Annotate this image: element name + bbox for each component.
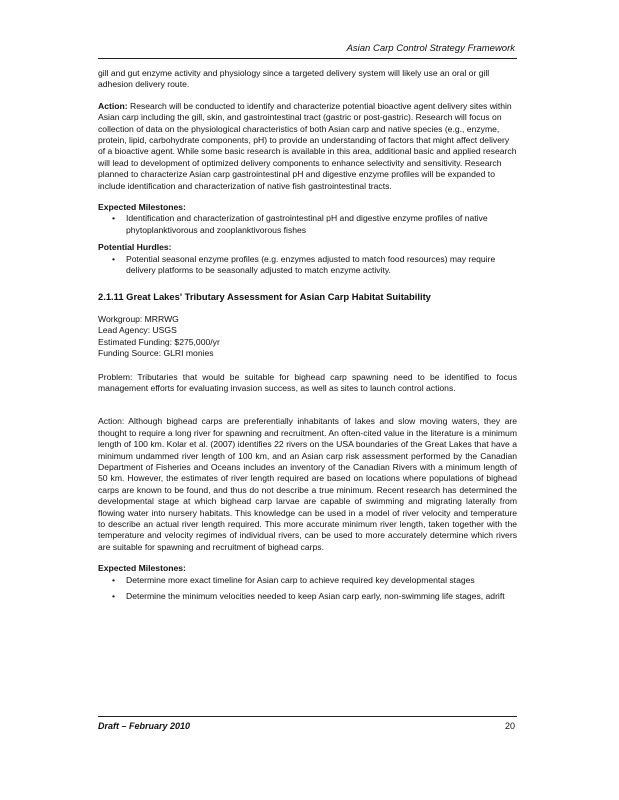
- expected-milestones-heading: Expected Milestones:: [98, 202, 186, 213]
- action-text-2: Although bighead carps are preferentially inhabitants of lakes and slow moving waters, they are thought to require a long river for spawning and recruitment. An often-cited value in the literature is a minimum length of 100 km. Kolar et al. (2007) identifies 22 rivers on the USA boundaries of the Great Lakes that have a minimum undammed river length of 100 km, and an Asian carp risk assessment performed by the Canadian Department of Fisheries and Oceans includes an inventory of the Canadian Rivers with a minimum length of 50 km. However, the estimates of river length required are based on locations where populations of bighead carps are known to be found, and thus do not describe a true minimum. Recent research has determined the developmental stage at which bighead carp larvae are capable of swimming and migrating laterally from flowing water into nursery habitats. This knowledge can be used in a model of river velocity and temperature to describe an actual river length required. This more accurate minimum river length, taken together with the temperature and velocity regimes of individual rivers, can be used to more accurately determine which rivers are suitable for spawning and recruitment of bighead carps.: [98, 416, 517, 552]
- lead-agency-line: Lead Agency: USGS: [98, 325, 177, 336]
- footer-draft-date: Draft – February 2010: [98, 721, 191, 731]
- action-paragraph-tributaries: [98, 416, 517, 553]
- problem-label: Problem:: [98, 371, 133, 382]
- workgroup-line: Workgroup: MRRWG: [98, 313, 179, 324]
- page-number: 20: [504, 721, 515, 731]
- footer-divider: [98, 716, 517, 717]
- action-label: Action:: [98, 100, 128, 111]
- expected-milestones-heading-2: Expected Milestones:: [98, 563, 186, 574]
- running-header-title: Asian Carp Control Strategy Framework: [346, 43, 515, 54]
- intro-continuation-paragraph: gill and gut enzyme activity and physiology since a targeted delivery system will likely use an oral or gill adhesion delivery route.: [98, 68, 490, 90]
- action-label-2: Action:: [98, 416, 125, 427]
- milestone-item: • Identification and characterization of gastrointestinal pH and digestive enzyme profiles of native phytoplanktivorous and zooplanktivorous fishes: [126, 213, 517, 236]
- problem-text: Tributaries that would be suitable for bighead carp spawning need to be identified to focus management efforts for evaluating invasion success, as well as sites to launch control actions.: [98, 371, 517, 393]
- milestone-item: • Determine the minimum velocities needed to keep Asian carp early, non-swimming life stages, adrift: [126, 591, 517, 602]
- milestone-item: • Determine more exact timeline for Asian carp to achieve required key developmental stages: [126, 575, 517, 586]
- hurdle-item: • Potential seasonal enzyme profiles (e.g. enzymes adjusted to match food resources) may require delivery platforms to be seasonally adjusted to match enzyme activity.: [126, 254, 517, 277]
- milestones-list-2: [98, 575, 517, 603]
- action-text: Research will be conducted to identify and characterize potential bioactive agent delivery sites within Asian carp including the gill, skin, and gastrointestinal tract (gastric or post-gastric). Research will focus on collection of data on the physiological characteristics of both Asian carp and native species (e.g., enzyme, protein, lipid, carbohydrate components, pH) to provide an understanding of factors that might affect delivery of a bioactive agent. While some basic research is available in this area, additional basic and applied research will lead to development of optimized delivery components to enhance selectivity and sensitivity. Research planned to characterize Asian carp gastrointestinal pH and digestive enzyme profiles will be expanded to include identification and characterization of native fish gastrointestinal tracts.: [98, 100, 517, 191]
- milestones-list: [98, 213, 517, 236]
- action-paragraph-delivery-sites: [98, 101, 517, 192]
- hurdles-list: [98, 254, 517, 277]
- problem-paragraph: [98, 372, 517, 395]
- section-title: 2.1.11 Great Lakes' Tributary Assessment for Asian Carp Habitat Suitability: [98, 290, 431, 302]
- funding-source-line: Funding Source: GLRI monies: [98, 348, 214, 359]
- page-content: [98, 68, 517, 608]
- potential-hurdles-heading: Potential Hurdles:: [98, 242, 172, 253]
- estimated-funding-line: Estimated Funding: $275,000/yr: [98, 336, 220, 347]
- header-divider: [98, 58, 517, 59]
